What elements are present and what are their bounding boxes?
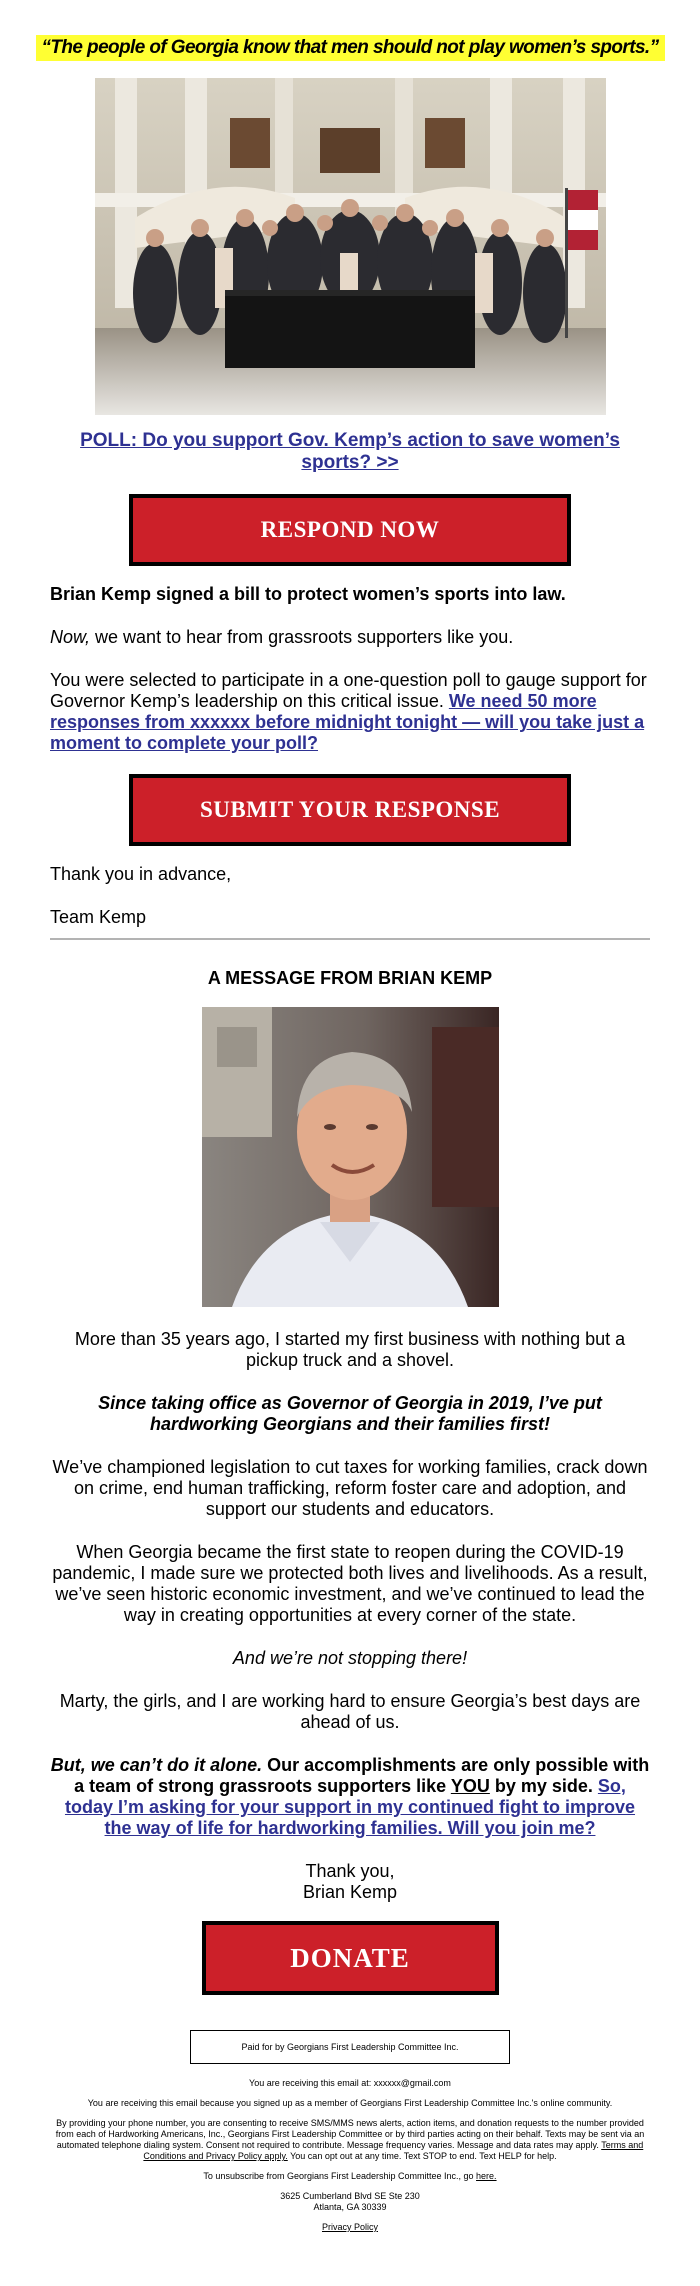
team-signoff: Team Kemp [50,907,147,927]
brian-kemp-portrait [202,1007,499,1307]
letter-paragraph-2: Since taking office as Governor of Georgia in 2019, I’ve put hardworking Georgians and their families first! [98,1393,602,1434]
paid-for-box: Paid for by Georgians First Leadership Committee Inc. [190,2030,510,2064]
quote-row [0,0,700,60]
sms-disclaimer [50,2118,650,2162]
letter-paragraph-1: More than 35 years ago, I started my first business with nothing but a pickup truck and a shovel. [74,1329,626,1370]
grassroots-paragraph [50,627,650,648]
you-underlined: YOU [450,1776,490,1796]
signed-bill-headline: Brian Kemp signed a bill to protect women’s sports into law. [50,584,566,604]
sms-tail-text: You can opt out at any time. Text STOP to end. Text HELP for help. [287,2151,557,2161]
unsubscribe-line [0,2171,700,2182]
accomplishments-text: Our accomplishments are only possible with a team of strong grassroots supporters like [74,1755,650,1796]
grassroots-text: we want to hear from grassroots supporters like you. [90,627,514,647]
poll-link[interactable]: POLL: Do you support Gov. Kemp’s action to save women’s sports? >> [80,430,620,473]
closing-line: Thank you, [305,1861,395,1881]
unsubscribe-text: To unsubscribe from Georgians First Leadership Committee Inc., go [203,2171,477,2181]
letter-paragraph-5: And we’re not stopping there! [232,1648,468,1668]
letter-paragraph-3: We’ve championed legislation to cut taxes for working families, crack down on crime, end human trafficking, reform foster care and adoption, and support our students and educators. [52,1457,648,1519]
headline-quote: “The people of Georgia know that men should not play women’s sports.” [36,35,665,61]
letter-paragraph-6: Marty, the girls, and I are working hard to ensure Georgia’s best days are ahead of us. [59,1691,641,1732]
address-line-1: 3625 Cumberland Blvd SE Ste 230 [280,2191,420,2201]
cant-do-it-alone: But, we can’t do it alone. [50,1755,263,1775]
respond-now-button[interactable]: RESPOND NOW [129,494,571,566]
letter-paragraph-7 [50,1755,650,1839]
terms-privacy-link[interactable]: Terms and Conditions and Privacy Policy apply. [143,2140,644,2161]
sms-text: By providing your phone number, you are consenting to receive SMS/MMS news alerts, action items, and donation requests to the number provided from each of Hardworking Americans, Inc., Georgians First Leadership Committee or by third parties acting on their behalf. Texts may be sent via an automated telephone dialing system. Consent not required to contribute. Message frequency varies. Message and data rates may apply. [55,2118,645,2150]
address-line-2: Atlanta, GA 30339 [313,2202,387,2212]
selected-text: You were selected to participate in a one-question poll to gauge support for Governor Kemp’s leadership on this critical issue. [50,670,647,711]
receiving-email-line: You are receiving this email at: xxxxxx@gmail.com [249,2078,451,2088]
unsubscribe-link[interactable]: here. [476,2171,497,2181]
footer [0,2078,700,2233]
letter-paragraph-4: When Georgia became the first state to reopen during the COVID-19 pandemic, I made sure we protected both lives and livelihoods. As a result, we’ve seen historic economic investment, and we’ve continued to lead the way in creating opportunities at every corner of the state. [52,1542,648,1625]
submit-response-button[interactable]: SUBMIT YOUR RESPONSE [129,774,571,846]
signature-name: Brian Kemp [302,1882,398,1902]
message-heading: A MESSAGE FROM BRIAN KEMP [207,968,493,988]
bill-signing-photo-graphic [95,78,606,415]
privacy-policy-link[interactable]: Privacy Policy [321,2222,378,2232]
join-me-link[interactable]: So, today I’m asking for your support in my continued fight to improve the way of life for hardworking families. Will you join me? [64,1776,636,1838]
complete-poll-link[interactable]: We need 50 more responses from xxxxxx before midnight tonight — will you take just a moment to complete your poll? [50,691,645,753]
now-emphasis: Now, [50,627,91,647]
by-my-side-text: by my side. [489,1776,598,1796]
section-divider [50,938,650,940]
donate-button[interactable]: DONATE [202,1921,499,1995]
member-line: You are receiving this email because you signed up as a member of Georgians First Leadership Committee Inc.'s online community. [87,2098,613,2108]
bill-signing-photo[interactable] [95,78,606,415]
bottom-spacer [0,2233,700,2253]
letter-body [50,1329,650,1903]
thanks-line: Thank you in advance, [50,864,232,884]
privacy-line [0,2222,700,2233]
brian-kemp-portrait-graphic [202,1007,499,1307]
selected-paragraph [50,670,650,754]
